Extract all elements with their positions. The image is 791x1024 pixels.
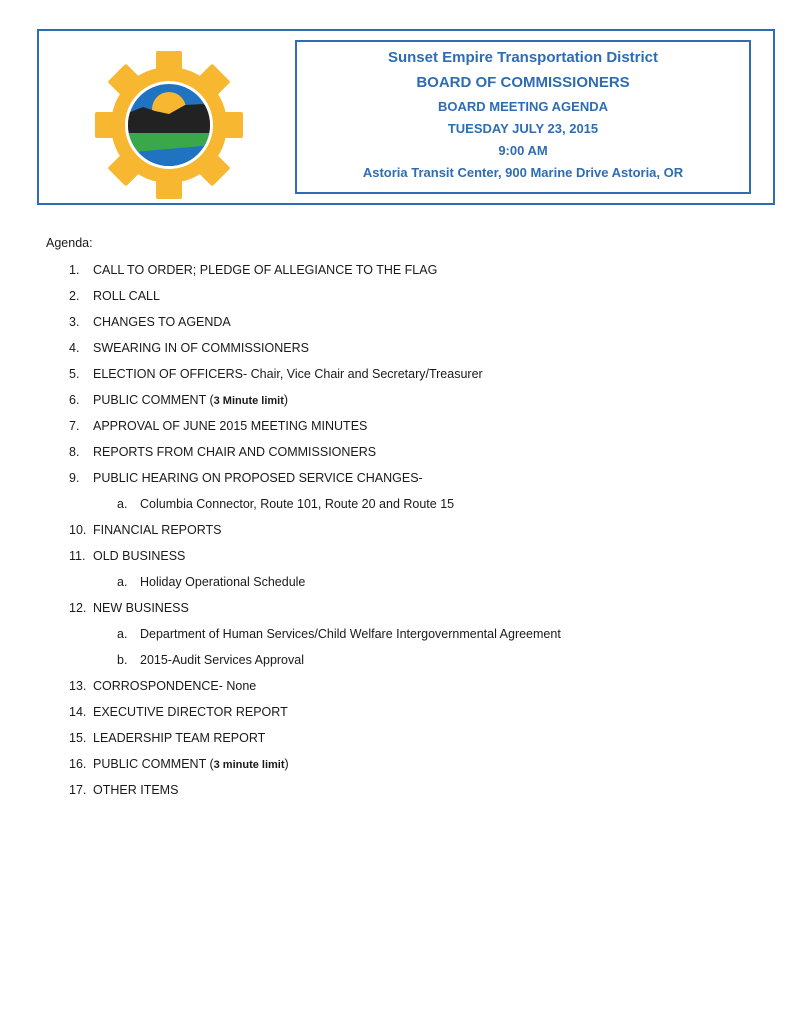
agenda-item <box>0 261 791 287</box>
agenda-label: Agenda: <box>46 236 93 250</box>
agenda-item-number: 5. <box>69 367 80 381</box>
agenda-item <box>0 599 791 625</box>
agenda-item-text <box>93 315 231 329</box>
agenda-item-text <box>93 341 309 355</box>
agenda-item-text <box>93 731 265 745</box>
agenda-item <box>0 469 791 495</box>
agenda-item <box>0 521 791 547</box>
time-limit-note: 3 minute limit <box>213 759 285 771</box>
agenda-subitem-text: 2015-Audit Services Approval <box>140 653 304 667</box>
agenda-item-number: 16. <box>69 757 87 771</box>
agenda-subitem-text: Department of Human Services/Child Welfare Intergovernmental Agreement <box>140 627 561 641</box>
agenda-subitem <box>0 651 791 677</box>
agenda-item-number: 11. <box>69 549 86 563</box>
agenda-subitem-letter: b. <box>117 653 128 667</box>
agenda-item-text <box>93 471 423 485</box>
agenda-list <box>0 261 791 807</box>
agenda-item-number: 17. <box>69 783 87 797</box>
agenda-subitem <box>0 625 791 651</box>
agenda-item <box>0 677 791 703</box>
agenda-item-number: 3. <box>69 315 80 329</box>
agenda-item <box>0 339 791 365</box>
agenda-item-title: REPORTS FROM CHAIR AND COMMISSIONERS <box>93 445 377 459</box>
agenda-item-number: 2. <box>69 289 80 303</box>
agenda-item-title: FINANCIAL REPORTS <box>93 523 222 537</box>
agenda-item-title: CALL TO ORDER; PLEDGE OF ALLEGIANCE TO THE FLAG <box>93 263 438 277</box>
agenda-subitem-letter: a. <box>117 497 128 511</box>
agenda-item-text <box>93 419 367 433</box>
agenda-item-number: 7. <box>69 419 80 433</box>
agenda-item-title: EXECUTIVE DIRECTOR REPORT <box>93 705 288 719</box>
agenda-item-title: LEADERSHIP TEAM REPORT <box>93 731 266 745</box>
agenda-item-number: 6. <box>69 393 80 407</box>
agenda-item-title: ELECTION OF OFFICERS- Chair, Vice Chair and Secretary/Treasurer <box>93 367 483 381</box>
agenda-item-title: CORROSPONDENCE- None <box>93 679 257 693</box>
agenda-item <box>0 313 791 339</box>
agenda-item-text <box>93 263 437 277</box>
meeting-info-box <box>295 40 751 194</box>
agenda-item-number: 1. <box>69 263 80 277</box>
agenda-subitem-text: Columbia Connector, Route 101, Route 20 and Route 15 <box>140 497 455 511</box>
agenda-item <box>0 365 791 391</box>
agenda-item-number: 12. <box>69 601 87 615</box>
agenda-item <box>0 287 791 313</box>
board-title: BOARD OF COMMISSIONERS <box>416 74 630 91</box>
organization-name: Sunset Empire Transportation District <box>387 49 659 66</box>
agenda-item-title: OLD BUSINESS <box>93 549 186 563</box>
closing-paren: ) <box>283 393 289 407</box>
agenda-item-number: 10. <box>69 523 87 537</box>
closing-paren: ) <box>284 757 289 771</box>
agenda-item-title: SWEARING IN OF COMMISSIONERS <box>93 341 309 355</box>
agenda-subitem-letter: a. <box>117 627 128 641</box>
agenda-item-number: 9. <box>69 471 80 485</box>
agenda-subitem <box>0 573 791 599</box>
agenda-item-text <box>93 705 288 719</box>
agenda-item <box>0 547 791 573</box>
agenda-item <box>0 703 791 729</box>
agenda-item-number: 4. <box>69 341 80 355</box>
agenda-item <box>0 443 791 469</box>
agenda-item-number: 15. <box>69 731 87 745</box>
agenda-item-text <box>93 549 185 563</box>
agenda-subitem-letter: a. <box>117 575 128 589</box>
agenda-item-text <box>93 289 160 303</box>
agenda-item-number: 14. <box>69 705 87 719</box>
agenda-item <box>0 391 791 417</box>
agenda-item-number: 13. <box>69 679 87 693</box>
agenda-item <box>0 729 791 755</box>
meeting-location: Astoria Transit Center, 900 Marine Drive Astoria, OR <box>362 165 684 180</box>
agenda-item <box>0 755 791 781</box>
time-limit-note: 3 Minute limit <box>213 395 284 407</box>
agenda-item-text <box>93 679 256 693</box>
agenda-item-text <box>93 393 288 407</box>
agenda-item-title: PUBLIC COMMENT ( <box>93 757 214 771</box>
agenda-item-title: PUBLIC HEARING ON PROPOSED SERVICE CHANGES- <box>93 471 423 485</box>
agenda-item-text <box>93 523 222 537</box>
agenda-item-text <box>93 757 289 771</box>
meeting-time: 9:00 AM <box>498 143 548 158</box>
agenda-item-title: NEW BUSINESS <box>93 601 189 615</box>
agenda-item <box>0 417 791 443</box>
agenda-subitem-text: Holiday Operational Schedule <box>140 575 306 589</box>
agenda-item-title: OTHER ITEMS <box>93 783 179 797</box>
agenda-item-number: 8. <box>69 445 80 459</box>
gear-sun-mountain-logo-icon <box>93 49 245 201</box>
agenda-item-text <box>93 783 178 797</box>
document-type: BOARD MEETING AGENDA <box>438 99 608 114</box>
agenda-item-title: APPROVAL OF JUNE 2015 MEETING MINUTES <box>93 419 368 433</box>
agenda-item-title: PUBLIC COMMENT ( <box>93 393 214 407</box>
agenda-item-title: CHANGES TO AGENDA <box>93 315 231 329</box>
agenda-item-text <box>93 445 376 459</box>
meeting-date: TUESDAY JULY 23, 2015 <box>447 121 599 136</box>
agenda-item-text <box>93 601 189 615</box>
agenda-subitem <box>0 495 791 521</box>
agenda-item-text <box>93 367 483 381</box>
agenda-item <box>0 781 791 807</box>
agenda-item-title: ROLL CALL <box>93 289 160 303</box>
